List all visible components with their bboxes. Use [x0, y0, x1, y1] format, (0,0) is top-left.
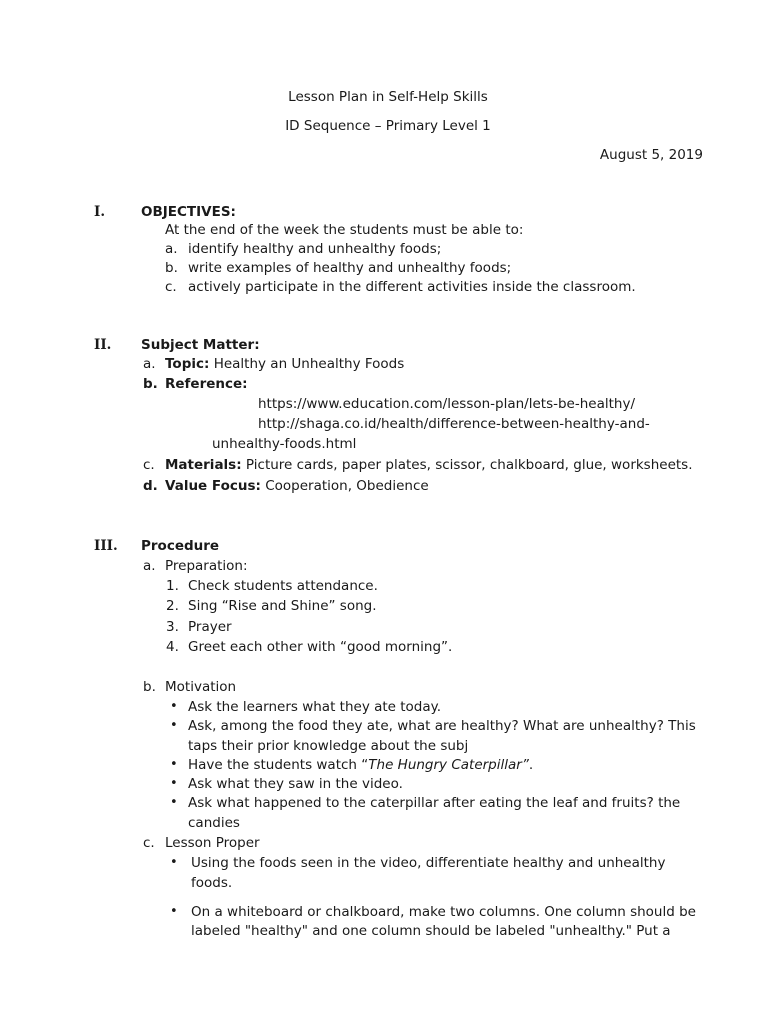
- motivation-item: [188, 755, 533, 775]
- procedure-marker: a.: [143, 558, 156, 574]
- objective-marker: c.: [165, 279, 177, 295]
- step-marker: 2.: [166, 598, 179, 614]
- bullet-icon: •: [170, 718, 178, 733]
- objective-item: identify healthy and unhealthy foods;: [188, 241, 442, 257]
- subject-marker: c.: [143, 457, 155, 473]
- reference-link[interactable]: https://www.education.com/lesson-plan/lets-be-healthy/: [258, 396, 636, 412]
- preparation-step: Check students attendance.: [188, 578, 378, 594]
- objectives-heading: OBJECTIVES:: [141, 204, 236, 220]
- materials-label: Materials:: [165, 457, 242, 473]
- preparation-step: Sing “Rise and Shine” song.: [188, 598, 377, 614]
- objectives-intro: At the end of the week the students must be able to:: [165, 222, 524, 238]
- step-marker: 4.: [166, 639, 179, 655]
- bullet-icon: •: [170, 904, 178, 919]
- section-numeral-subject: II.: [94, 337, 112, 353]
- reference-label: Reference:: [165, 376, 248, 392]
- value-focus-value: Cooperation, Obedience: [265, 478, 429, 494]
- document-date: August 5, 2019: [599, 147, 703, 163]
- topic-label: Topic:: [165, 356, 210, 372]
- topic-value: Healthy an Unhealthy Foods: [213, 356, 405, 372]
- objective-item: actively participate in the different activities inside the classroom.: [188, 279, 636, 295]
- watch-suffix: .: [528, 757, 534, 773]
- step-marker: 1.: [166, 578, 179, 594]
- bullet-icon: •: [170, 699, 178, 714]
- topic-line: [165, 354, 404, 374]
- materials-line: [165, 455, 693, 475]
- motivation-item: Ask what they saw in the video.: [188, 776, 403, 792]
- section-numeral-procedure: III.: [94, 538, 118, 554]
- watch-prefix: Have the students watch “: [188, 757, 369, 773]
- video-title: The Hungry Caterpillar”: [368, 757, 529, 773]
- value-focus-line: [165, 476, 429, 496]
- bullet-icon: •: [170, 855, 178, 870]
- reference-link-continued[interactable]: unhealthy-foods.html: [212, 436, 357, 452]
- motivation-item: Ask, among the food they ate, what are healthy? What are unhealthy? This: [188, 718, 696, 734]
- lesson-proper-item-continued: foods.: [191, 875, 233, 891]
- procedure-marker: b.: [143, 679, 156, 695]
- bullet-icon: •: [170, 776, 178, 791]
- motivation-item: Ask what happened to the caterpillar after eating the leaf and fruits? the: [188, 795, 681, 811]
- document-title: Lesson Plan in Self-Help Skills: [288, 89, 488, 105]
- motivation-item-continued: candies: [188, 815, 240, 831]
- subject-heading: Subject Matter:: [141, 337, 260, 353]
- motivation-title: Motivation: [165, 679, 237, 695]
- lesson-proper-item: On a whiteboard or chalkboard, make two columns. One column should be: [191, 904, 696, 920]
- bullet-icon: •: [170, 757, 178, 772]
- objective-item: write examples of healthy and unhealthy foods;: [188, 260, 512, 276]
- procedure-heading: Procedure: [141, 538, 220, 554]
- preparation-title: Preparation:: [165, 558, 248, 574]
- procedure-marker: c.: [143, 835, 155, 851]
- value-focus-label: Value Focus:: [165, 478, 261, 494]
- motivation-item-continued: taps their prior knowledge about the subj: [188, 738, 469, 754]
- subject-marker: d.: [143, 478, 158, 494]
- subject-marker: a.: [143, 356, 156, 372]
- materials-value: Picture cards, paper plates, scissor, chalkboard, glue, worksheets.: [245, 457, 693, 473]
- lesson-proper-item: Using the foods seen in the video, differentiate healthy and unhealthy: [191, 855, 666, 871]
- motivation-item: Ask the learners what they ate today.: [188, 699, 442, 715]
- objective-marker: b.: [165, 260, 178, 276]
- subject-marker: b.: [143, 376, 158, 392]
- lesson-proper-title: Lesson Proper: [165, 835, 260, 851]
- preparation-step: Greet each other with “good morning”.: [188, 639, 453, 655]
- objective-marker: a.: [165, 241, 178, 257]
- step-marker: 3.: [166, 619, 179, 635]
- section-numeral-objectives: I.: [94, 204, 106, 220]
- bullet-icon: •: [170, 795, 178, 810]
- document-subtitle: ID Sequence – Primary Level 1: [285, 118, 491, 134]
- reference-link[interactable]: http://shaga.co.id/health/difference-between-healthy-and-: [258, 416, 650, 432]
- lesson-proper-item-continued: labeled "healthy" and one column should be labeled "unhealthy." Put a: [191, 923, 671, 939]
- preparation-step: Prayer: [188, 619, 232, 635]
